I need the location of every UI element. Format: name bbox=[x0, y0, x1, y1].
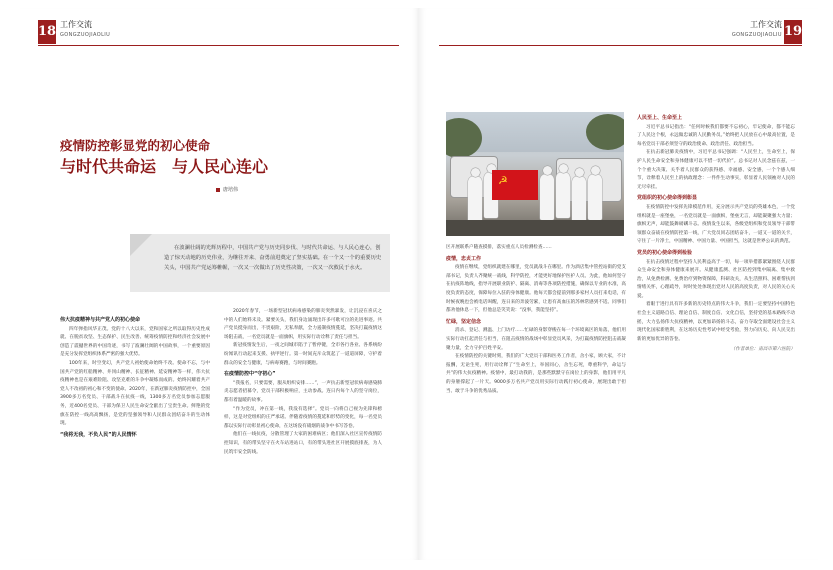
paragraph: 在抗击新冠肺炎疫情中，习近平总书记强调：“人民至上，生命至上，保护人民生命安全和身体健康可以不惜一切代价”。总书记对人民念兹在兹，一个个重大决策、关乎着人民群众的获得感、幸福感、安全感，一个个感人细节，诠释着人民至上的执政理念：一件件生动事实，彰显着人民领袖对人民的无尽牵挂。 bbox=[637, 150, 795, 190]
paragraph: 2020年春节，一场新型冠状病毒感染的肺炎突然暴发，让沉浸在喜庆之中的人们始料未及。紧要关头，我们身边涌现出许多可歌可泣的先进事迹。共产党员挺身而出，不畏艰险，无私奉献，全力遏制疫情蔓延，坚决打赢疫情这场阻击战，一名党员就是一面旗帜，用实际行动诠释了责任与担当。 bbox=[224, 309, 382, 340]
paragraph: “作为党员，冲在第一线，我没有选择”。党员一向将自己视为先锋和榜样，这是对党组织的庄严承诺。伴随着疫情的蔓延和形势的变化，每一名党员都以实际行动彰显初心使命，在这场没有硝烟的战争中书写答卷。 bbox=[224, 406, 382, 429]
paragraph: 四年弹指风华正茂。党的十八大以来，党和国家之所以取得历史性成就、在脱贫攻坚、生态保护、民生改善、统筹疫情防控和经济社会发展中创造了震撼世界的中国奇迹，书写了波澜壮阔的中国故事，一个重要原因是充分发挥党组织体系严密的强大优势。 bbox=[60, 326, 210, 358]
abstract-text: 在波澜壮阔的光辉历程中，中国共产党与历史同步伐、与时代共命运、与人民心连心，创造了惊天动地的历史伟业，为继往开来、奋勇前进奠定了坚实基础。在一个又一个的重要历史关头，中国共产党运筹帷幄，一次又一次做出了历史性决策，一次又一次救民于水火。 bbox=[164, 245, 382, 271]
paragraph: 100年来，时空变幻，共产党人初始使命始终不改。使命不忘，与中国共产党的红船精神、井冈山精神、长征精神、延安精神等一样，伟大抗疫精神也是在艰难险阻、攻坚克难的斗争中凝练而成的。始终闪耀着共产党人不改初的初心和不变的使命。2020年，在新冠肺炎疫情防控中，全国3900多万名党员、干部战斗在抗疫一线，1300多万名党员参加志愿服务，近400名党员、干部为保卫人民生命安全献出了宝贵生命。鲜艳的党旗在防控一线高高飘扬，是党的坚强领导和人民群众团结奋斗的生动体现。 bbox=[60, 360, 210, 427]
paragraph: 着眼于进行具有许多新的历史特点的伟大斗争，我们一定要坚持中国特色社会主义道路自信、理论自信、制度自信、文化自信，坚持党的基本路线不动摇，大力弘扬伟大抗疫精神，以更加昂扬的斗志，奋力夺取全面建设社会主义现代化国家新胜利，在这场历史性考试中经受考验，努力向历史、向人民交出新的更加优异的答卷。 bbox=[637, 302, 795, 342]
subheading: 人民至上、生命至上 bbox=[637, 115, 683, 121]
section-header bbox=[60, 20, 110, 40]
subheading: “我将无我，不负人民”的人民情怀 bbox=[60, 431, 137, 438]
article-title-line1: 疫情防控彰显党的初心使命 bbox=[60, 138, 211, 153]
left-column-1 bbox=[60, 314, 210, 440]
paragraph: 在疫情防控的关键时刻，我们的广大党员干部和医务工作者，舍小家，顾大家，不计报酬，无论生死，用行动诠释了“生命至上，举国同心，舍生忘死，尊重科学，命运与共”的伟大抗疫精神。疫情中，最打动我的，是那些默默守在岗位上的身影，他们用平凡的身躯撑起了一片天。9000多万名共产党员用实际行动践行初心使命，展现出敢于担当、敢于斗争的优秀品质。 bbox=[446, 354, 626, 394]
paragraph: 区开展联系户随查摸排，落实重点人员检测检查…… bbox=[446, 245, 552, 250]
subheading: 在疫情防控中“守初心” bbox=[224, 371, 276, 378]
left-column-2 bbox=[224, 308, 382, 457]
paragraph: 新冠疫情发生后，一夜之间城市陷于了暂停键，全市各行各业、各系统纷纷闻讯行动起来支援、执甲逆行。第一时间充斥众筑起了一道道屏障，守护着群众的安全与健康，与病毒赛跑，与时间赛跑。 bbox=[224, 343, 382, 366]
header-rule bbox=[439, 45, 802, 46]
paragraph: “我报名，只要需要，服从组织安排……”，一声抗击新型冠状病毒感染肺炎志愿者招募令，党员干部积极响应，主动参战。连日内每个人的坚守岗位，都有着温暖的故事。 bbox=[224, 380, 382, 403]
section-title: 工作交流 bbox=[750, 20, 782, 29]
page-number: 18 bbox=[38, 20, 56, 44]
section-pinyin: GONGZUOJIAOLIU bbox=[60, 32, 111, 38]
paragraph: 在疫情防控中发挥先锋模范作用，充分展示共产党员的英雄本色，一个党组织就是一座堡垒，一名党员就是一面旗帜，堡垒无言，却能凝聚强大力量；旗帜无声，却能鼓舞磅礴斗志。疫情发生以来，各级党组织和党员领导干部带领群众奋战在疫情防控第一线，广大党员同志团结奋斗，一道又一道的关卡，守住了一片净土，中国精神、中国力量、中国担当，这就是世界公认的典范。 bbox=[637, 204, 795, 245]
subheading: 党组织的初心使命得到彰显 bbox=[637, 195, 698, 202]
article-title-line2: 与时代共命运 与人民心连心 bbox=[60, 157, 269, 176]
subheading: 党员的初心使命得到检验 bbox=[637, 249, 693, 256]
paragraph: 消杀、登记、测温、上门访疗……忙碌的身影穿梭在每一个环境离区的角落，他们用实际行动扛起责任与担当，在阻击疫情的战场中彰显党员风采，为打赢疫情防控阻击战凝聚力量，全力守护百姓平安。 bbox=[446, 328, 626, 351]
section-pinyin: GONGZUOJIAOLIU bbox=[731, 32, 782, 38]
hammer-sickle-icon: ☭ bbox=[498, 174, 508, 187]
abstract-corner-decoration bbox=[130, 234, 152, 256]
author-marker-icon bbox=[216, 188, 220, 192]
header-rule bbox=[38, 45, 399, 46]
author-name: 唐培伟 bbox=[223, 187, 239, 193]
page-number: 19 bbox=[784, 20, 802, 44]
section-title: 工作交流 bbox=[60, 20, 92, 29]
magazine-spread bbox=[20, 8, 818, 560]
paragraph: 习近平总书记指出：“任何时候我们都要不忘初心，牢记使命，都不能忘了人民这个根，永远做忠诚的人民勤务员。”始终把人民放在心中最高位置，是每名党员干部必须坚守的政治使命、政治责任、政治担当。 bbox=[637, 124, 795, 147]
subheading: 伟大抗疫精神与共产党人的初心使命 bbox=[60, 317, 141, 323]
right-page bbox=[419, 8, 818, 560]
author-affiliation: （作者单位：南昌市第六医院） bbox=[730, 347, 795, 353]
right-column-2 bbox=[637, 112, 795, 355]
party-flag bbox=[492, 170, 538, 200]
section-header bbox=[732, 20, 782, 40]
abstract-box bbox=[130, 234, 390, 292]
medical-team-photo bbox=[446, 112, 624, 236]
subheading: 疫情，忠贞工作 bbox=[446, 255, 482, 262]
paragraph: 在抗击疫情过程中坚持人民利益高于一切，每一项举措都紧紧围绕人民群众生命安全和身体健康来展开。从健康监测、社区防控到集中隔离、集中救治，从免费检测、免费治疗到物资保障，科研攻关，从生活照料、困难帮扶到情绪关怀，心理疏导，时时处处体现出党对人民的高度负责，对人民的关心关爱。 bbox=[637, 259, 795, 299]
paragraph: 疫情在继续，党组织就建在哪里，党员就战斗在哪里。作为酒店集中管控站街的党支部书记，负责人齐聚统一战线，科学防控，才能更好地保护医护人员。为此，他如何坚守在抗疫阵地线，指导开展职业防护、隔离、消毒等各项防控措施，确保以专业的水准，高度负责的态度，保障每位入驻的身体健康。他每天都会提前到那多家村人员打来电话，有时候夜晚也会被电话叫醒，连日来的奔波劳累，让患有高血压的苏林常感到不适。同事们都劝他休息一下，但他总是笑笑说：“没事，我能坚持”。 bbox=[446, 265, 626, 314]
left-page bbox=[20, 8, 420, 560]
subheading: 忙碌，坚定信念 bbox=[446, 318, 482, 325]
right-column-1 bbox=[446, 244, 626, 396]
paragraph: 他们在一线抗疫，分散管理了大家的困难病区；他们深入社区宣传疫情防控知识，有的带头坚守在火车站进站口，有的带头进社区开展摸底排查，为人民筑牢安全防线。 bbox=[224, 432, 382, 455]
author-byline bbox=[216, 186, 238, 193]
